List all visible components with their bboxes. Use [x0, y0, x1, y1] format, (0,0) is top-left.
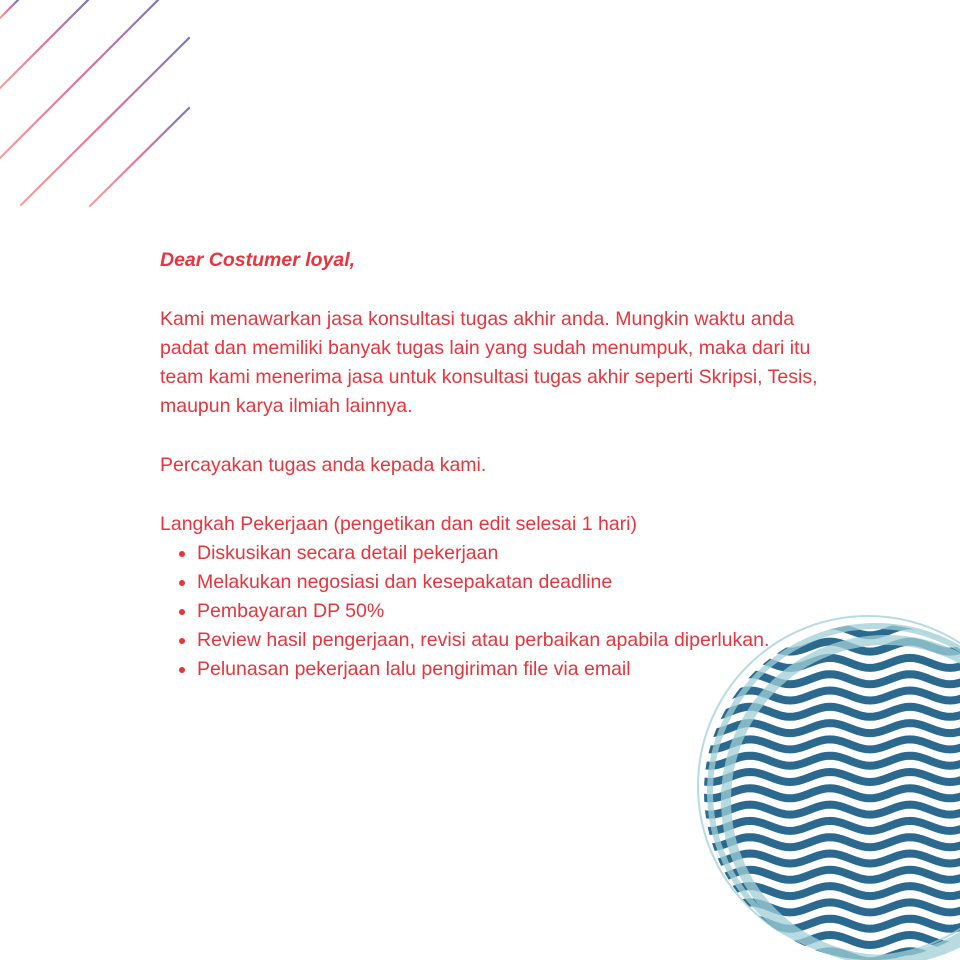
letter-body — [160, 246, 820, 684]
trust-statement: Percayakan tugas anda kepada kami. — [160, 454, 487, 476]
decor-line — [0, 0, 88, 88]
steps-heading: Langkah Pekerjaan (pengetikan dan edit selesai 1 hari) — [160, 513, 637, 535]
intro-paragraph: Kami menawarkan jasa konsultasi tugas akhir anda. Mungkin waktu anda padat dan memiliki banyak tugas lain yang sudah menumpuk, maka dari itu team kami menerima jasa untuk konsultasi tugas akhir seperti Skripsi, Tesis, maupun karya ilmiah lainnya. — [160, 308, 818, 417]
wave-stripe — [690, 902, 960, 912]
step-item: • Diskusikan secara detail pekerjaan — [197, 539, 820, 568]
step-item: • Pembayaran DP 50% — [197, 597, 820, 626]
decor-line — [21, 38, 189, 205]
wave-stripe — [690, 691, 960, 701]
step-item: • Pelunasan pekerjaan lalu pengiriman file via email — [197, 655, 820, 684]
decor-line — [0, 0, 18, 18]
decor-line — [0, 0, 158, 158]
diagonal-lines-decoration — [0, 0, 200, 215]
step-item: • Melakukan negosiasi dan kesepakatan deadline — [197, 568, 820, 597]
greeting: Dear Costumer loyal, — [160, 249, 356, 271]
step-item: • Review hasil pengerjaan, revisi atau perbaikan apabila diperlukan. — [197, 626, 820, 655]
steps-list — [160, 539, 820, 684]
wave-stripe — [690, 723, 960, 733]
wave-stripe — [690, 919, 960, 929]
